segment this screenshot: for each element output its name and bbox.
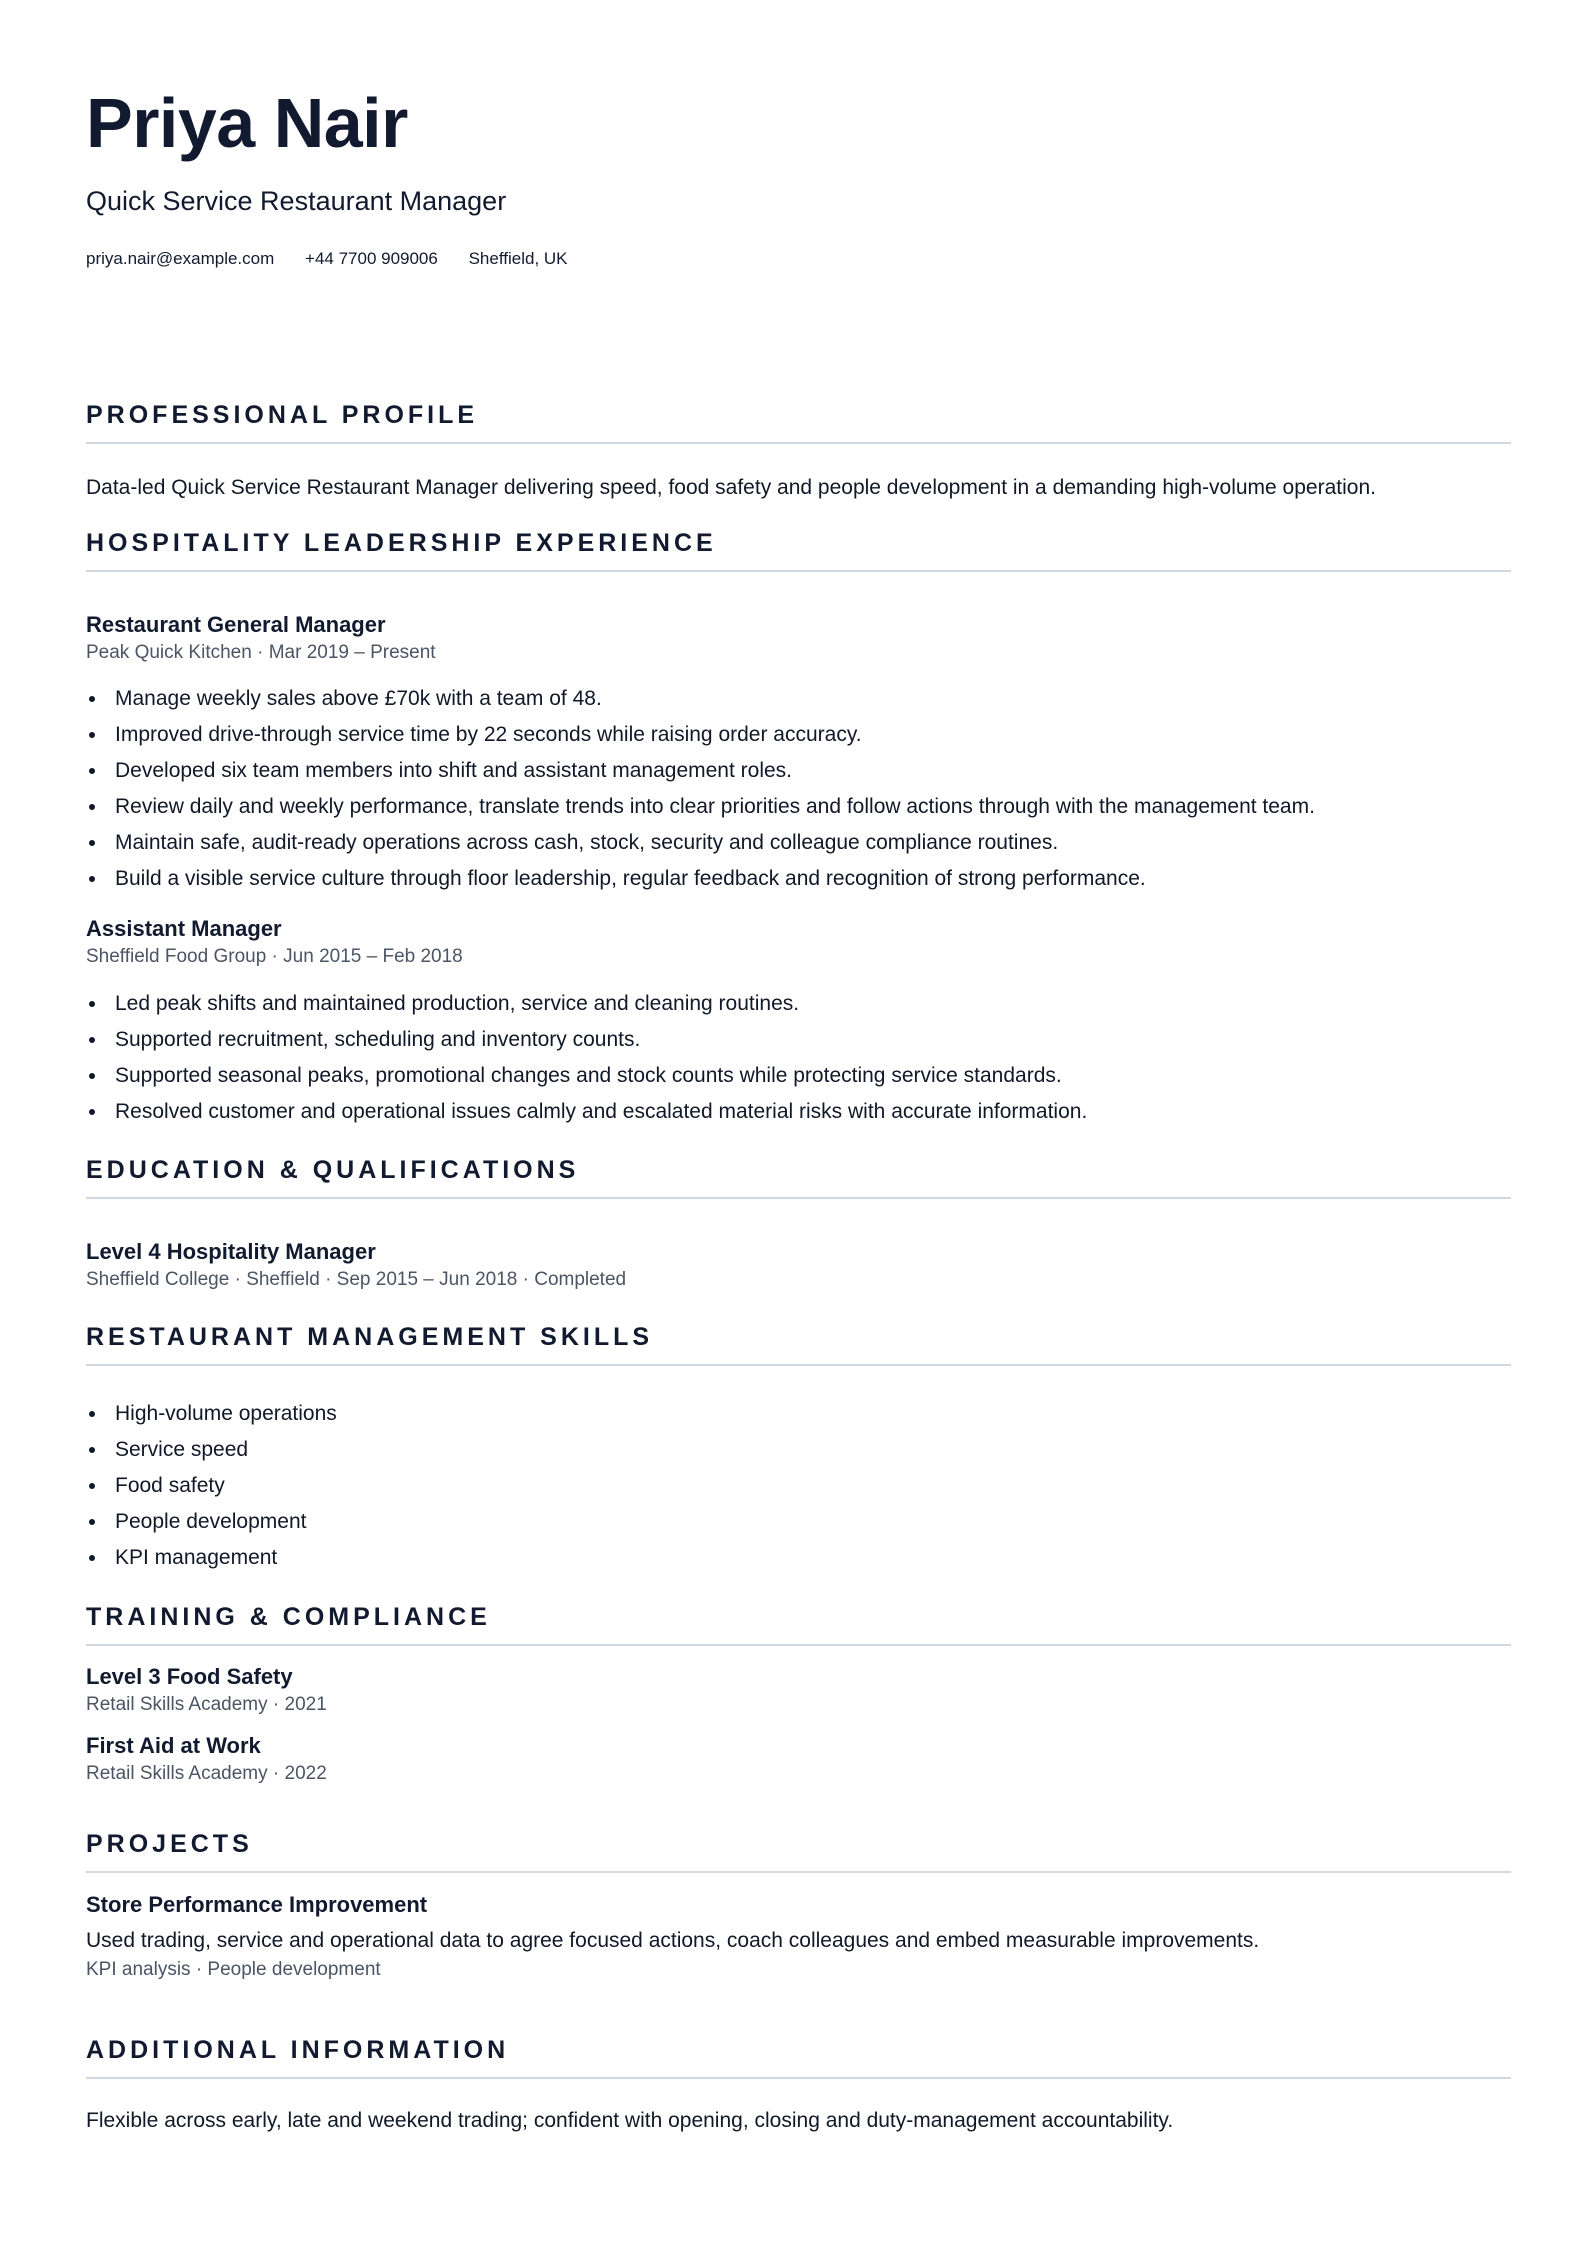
project-title: Store Performance Improvement	[86, 1892, 428, 1917]
bullet-item: Build a visible service culture through floor leadership, regular feedback and recognition of strong performance.	[86, 865, 1315, 901]
training-title: First Aid at Work	[86, 1733, 261, 1758]
bullet-item: Developed six team members into shift and assistant management roles.	[86, 757, 1315, 793]
skill-item: High-volume operations	[86, 1400, 337, 1436]
bullet-item: Maintain safe, audit-ready operations across cash, stock, security and colleague compliance routines.	[86, 829, 1315, 865]
contact-line	[86, 250, 594, 267]
section-heading-additional: ADDITIONAL INFORMATION	[86, 2038, 1511, 2079]
skills-list	[86, 1400, 337, 1580]
skill-item: Food safety	[86, 1472, 337, 1508]
profile-text: Data-led Quick Service Restaurant Manager delivering speed, food safety and people development in a demanding high-volume operation.	[86, 476, 1376, 499]
bullet-item: Led peak shifts and maintained production, service and cleaning routines.	[86, 990, 1087, 1026]
project-description: Used trading, service and operational data to agree focused actions, coach colleagues and embed measurable improvements.	[86, 1929, 1260, 1952]
section-heading-projects: PROJECTS	[86, 1832, 1511, 1873]
additional-text: Flexible across early, late and weekend trading; confident with opening, closing and duty-management accountability.	[86, 2109, 1174, 2132]
project-tags: KPI analysis · People development	[86, 1959, 381, 1980]
section-heading-profile: PROFESSIONAL PROFILE	[86, 403, 1511, 444]
section-heading-education: EDUCATION & QUALIFICATIONS	[86, 1158, 1511, 1199]
job-meta: Peak Quick Kitchen · Mar 2019 – Present	[86, 642, 436, 663]
training-meta: Retail Skills Academy · 2021	[86, 1694, 327, 1715]
section-heading-training: TRAINING & COMPLIANCE	[86, 1605, 1511, 1646]
bullet-item: Supported recruitment, scheduling and inventory counts.	[86, 1026, 1087, 1062]
candidate-name: Priya Nair	[86, 84, 408, 162]
skill-item: Service speed	[86, 1436, 337, 1472]
qualification-title: Level 4 Hospitality Manager	[86, 1239, 376, 1264]
candidate-title: Quick Service Restaurant Manager	[86, 186, 507, 216]
job-title: Restaurant General Manager	[86, 612, 386, 637]
qualification-meta: Sheffield College · Sheffield · Sep 2015 – Jun 2018 · Completed	[86, 1269, 627, 1290]
bullet-item: Supported seasonal peaks, promotional changes and stock counts while protecting service standards.	[86, 1062, 1087, 1098]
bullet-item: Manage weekly sales above £70k with a team of 48.	[86, 685, 1315, 721]
section-heading-skills: RESTAURANT MANAGEMENT SKILLS	[86, 1325, 1511, 1366]
bullet-item: Improved drive-through service time by 22 seconds while raising order accuracy.	[86, 721, 1315, 757]
skill-item: KPI management	[86, 1544, 337, 1580]
contact-email: priya.nair@example.com	[86, 249, 275, 268]
job-bullets	[86, 990, 1087, 1134]
skill-item: People development	[86, 1508, 337, 1544]
bullet-item: Resolved customer and operational issues calmly and escalated material risks with accurate information.	[86, 1098, 1087, 1134]
contact-phone: +44 7700 909006	[305, 249, 438, 268]
job-title: Assistant Manager	[86, 916, 282, 941]
bullet-item: Review daily and weekly performance, translate trends into clear priorities and follow actions through with the management team.	[86, 793, 1315, 829]
job-bullets	[86, 685, 1315, 901]
job-meta: Sheffield Food Group · Jun 2015 – Feb 2018	[86, 946, 463, 967]
training-meta: Retail Skills Academy · 2022	[86, 1763, 327, 1784]
contact-location: Sheffield, UK	[468, 249, 568, 268]
training-title: Level 3 Food Safety	[86, 1664, 293, 1689]
section-heading-experience: HOSPITALITY LEADERSHIP EXPERIENCE	[86, 531, 1511, 572]
